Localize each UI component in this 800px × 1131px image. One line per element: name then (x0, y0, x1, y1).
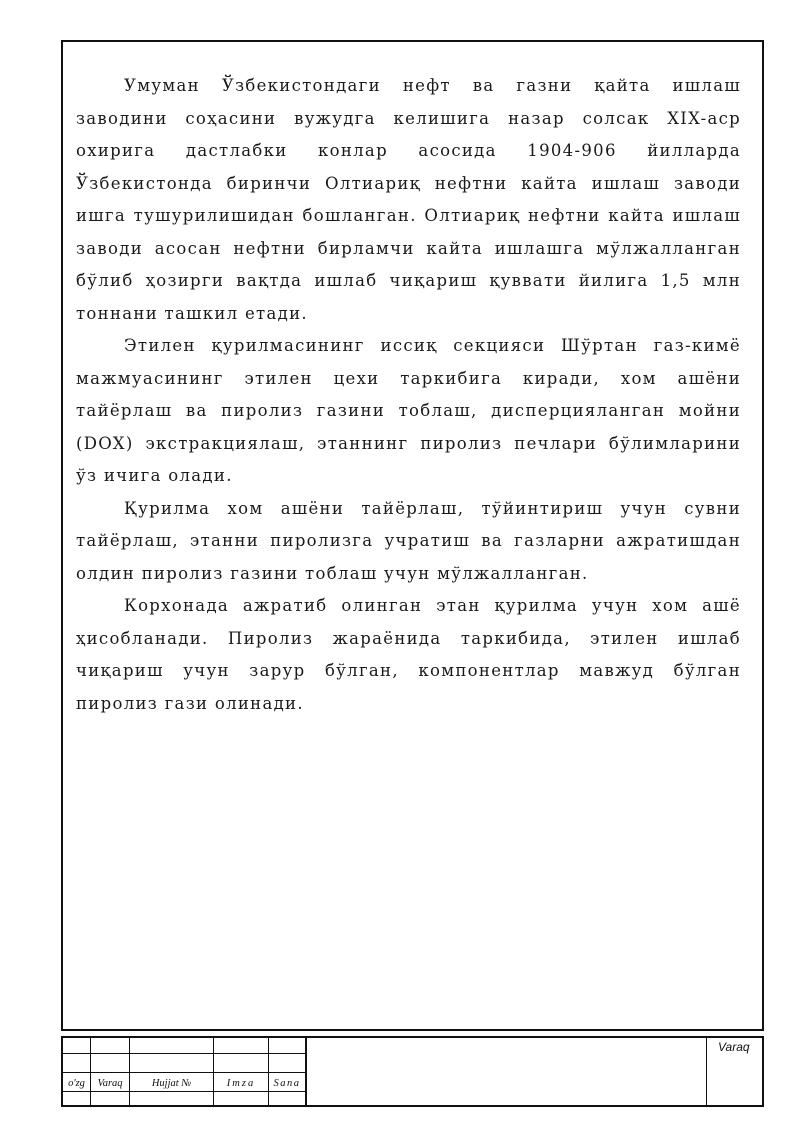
stamp-label-date: Sana (273, 1078, 301, 1089)
stamp-row-line (63, 1053, 306, 1054)
stamp-label-sheet: Varaq (97, 1078, 123, 1089)
sheet-number-label: Varaq (718, 1040, 750, 1054)
paragraph-1: Умуман Ўзбекистондаги нефт ва газни қайта ишлаш заводини соҳасини вужудга келишига назар солсак XIX-аср охирига дастлабки конлар асосида 1904-906 йилларда Ўзбекистонда биринчи Олтиариқ нефтни кайта ишлаш заводи ишга тушурилишидан бошланган. Олтиариқ нефтни кайта ишлаш заводи асосан нефтни бирламчи кайта ишлашга мўлжалланган бўлиб ҳозирги вақтда ишлаб чиқариш қуввати йилига 1,5 млн тоннани ташкил етади. (76, 76, 741, 323)
stamp-label-sign: Imza (226, 1078, 256, 1089)
title-block (61, 1036, 764, 1107)
paragraph-4: Корхонада ажратиб олинган этан қурилма учун хом ашё ҳисобланади. Пиролиз жараёнида таркибида, этилен ишлаб чиқариш учун зарур бўлган, компонентлар мавжуд бўлган пиролиз гази олинади. (76, 596, 741, 713)
stamp-label-change: o'zg (68, 1078, 85, 1089)
stamp-row-line (63, 1072, 306, 1073)
paragraph-3: Қурилма хом ашёни тайёрлаш, тўйинтириш учун сувни тайёрлаш, этанни пиролизга учратиш ва газларни ажратишдан олдин пиролиз газини тоблаш учун мўлжалланган. (76, 498, 741, 583)
stamp-label-doc: Hujjat № (151, 1078, 192, 1089)
document-body (76, 70, 741, 720)
stamp-divider (706, 1038, 707, 1105)
paragraph-2: Этилен қурилмасининг иссиқ секцияси Шўртан газ-кимё мажмуасининг этилен цехи таркибига киради, хом ашёни тайёрлаш ва пиролиз газини тоблаш, дисперцияланган мойни (DOX) экстракциялаш, этаннинг пиролиз печлари бўлимларини ўз ичига олади. (76, 336, 741, 485)
